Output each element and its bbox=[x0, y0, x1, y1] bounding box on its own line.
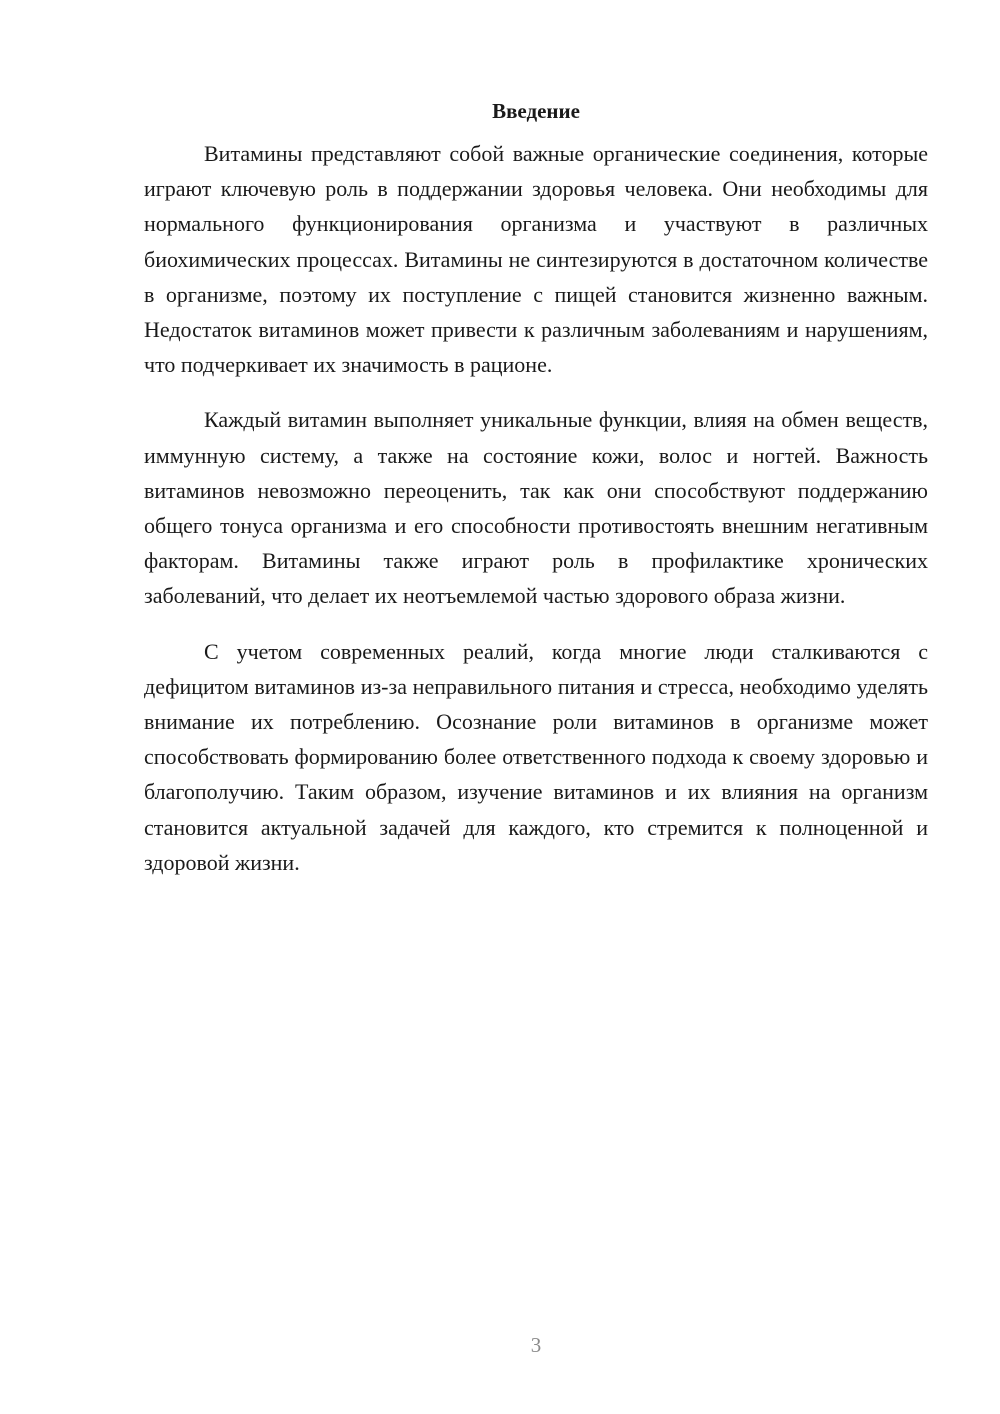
paragraph-3: С учетом современных реалий, когда многие люди сталкиваются с дефицитом витаминов из-за неправильного питания и стресса, необходимо уделять внимание их потреблению. Осознание роли витаминов в организме может способствовать формированию более ответственного подхода к своему здоровью и благополучию. Таким образом, изучение витаминов и их влияния на организм становится актуальной задачей для каждого, кто стремится к полноценной и здоровой жизни. bbox=[144, 638, 928, 875]
page-number: 3 bbox=[530, 1333, 542, 1357]
page-content bbox=[144, 96, 928, 900]
section-title: Введение bbox=[492, 99, 580, 123]
paragraph-1: Витамины представляют собой важные органические соединения, которые играют ключевую роль в поддержании здоровья человека. Они необходимы для нормального функционирования организма и участвуют в различных биохимических процессах. Витамины не синтезируются в достаточном количестве в организме, поэтому их поступление с пищей становится жизненно важным. Недостаток витаминов может привести к различным заболеваниям и нарушениям, что подчеркивает их значимость в рационе. bbox=[144, 141, 928, 378]
paragraph-2: Каждый витамин выполняет уникальные функции, влияя на обмен веществ, иммунную систему, а также на состояние кожи, волос и ногтей. Важность витаминов невозможно переоценить, так как они способствуют поддержанию общего тонуса организма и его способности противостоять внешним негативным факторам. Витамины также играют роль в профилактике хронических заболеваний, что делает их неотъемлемой частью здорового образа жизни. bbox=[144, 407, 928, 609]
